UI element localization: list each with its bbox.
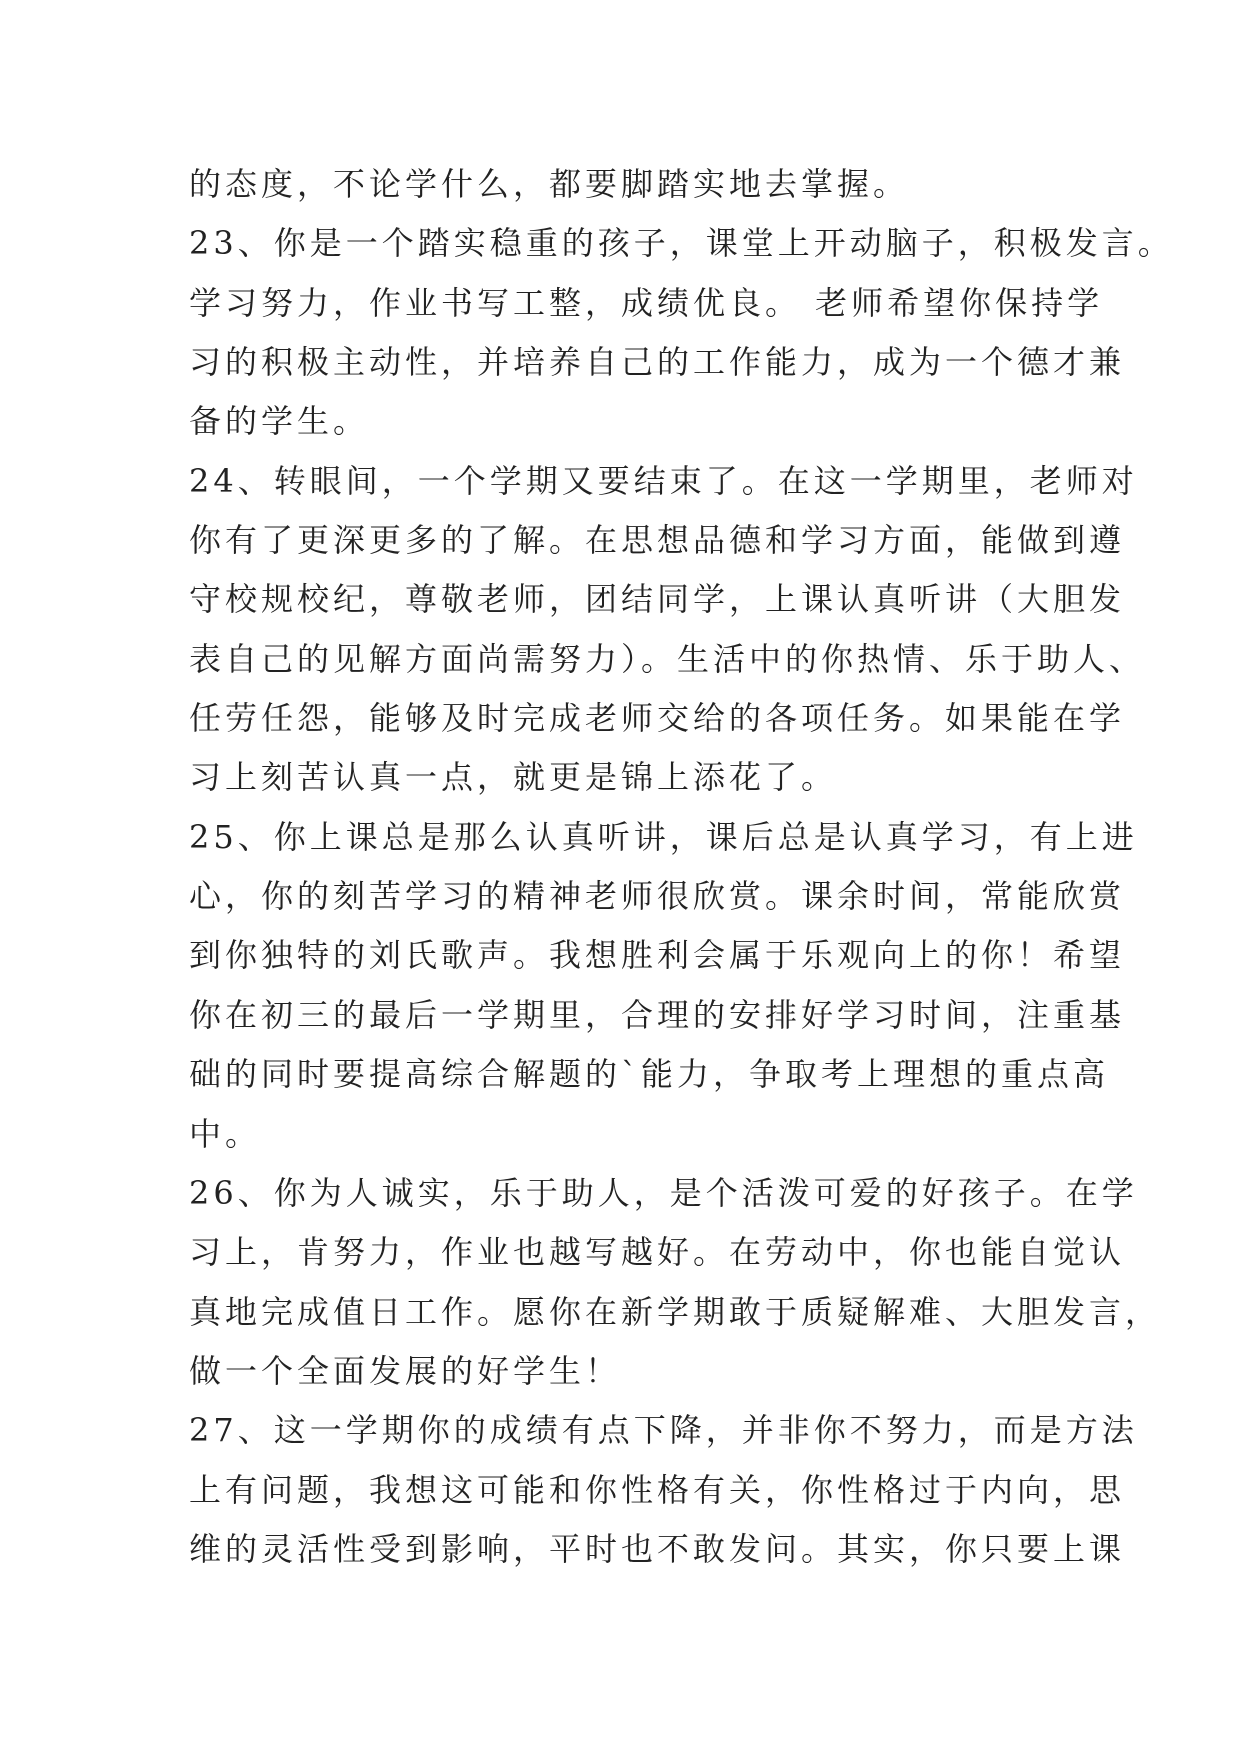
text-line: 你有了更深更多的了解。在思想品德和学习方面，能做到遵: [189, 521, 1126, 560]
text-line: 26、你为人诚实，乐于助人，是个活泼可爱的好孩子。在学: [189, 1173, 1138, 1212]
text-line: 你在初三的最后一学期里，合理的安排好学习时间，注重基: [189, 995, 1126, 1034]
text-line: 24、转眼间，一个学期又要结束了。在这一学期里，老师对: [189, 461, 1138, 500]
text-line: 中。: [189, 1114, 262, 1153]
text-line: 维的灵活性受到影响，平时也不敢发问。其实，你只要上课: [189, 1529, 1126, 1568]
body-text: [189, 155, 1174, 1579]
text-line: 习上，肯努力，作业也越写越好。在劳动中，你也能自觉认: [189, 1233, 1126, 1272]
text-line: 习的积极主动性，并培养自己的工作能力，成为一个德才兼: [189, 343, 1126, 382]
text-line: 心，你的刻苦学习的精神老师很欣赏。课余时间，常能欣赏: [189, 877, 1126, 916]
text-line: 真地完成值日工作。愿你在新学期敢于质疑解难、大胆发言，: [189, 1292, 1162, 1331]
text-line: 上有问题，我想这可能和你性格有关，你性格过于内向，思: [189, 1470, 1126, 1509]
text-line: 做一个全面发展的好学生！: [189, 1351, 622, 1390]
text-line: 23、你是一个踏实稳重的孩子，课堂上开动脑子，积极发言。: [189, 224, 1174, 263]
text-line: 25、你上课总是那么认真听讲，课后总是认真学习，有上进: [189, 817, 1138, 856]
text-line: 守校规校纪，尊敬老师，团结同学，上课认真听讲（大胆发: [189, 580, 1126, 619]
text-line: 习上刻苦认真一点，就更是锦上添花了。: [189, 758, 838, 797]
text-line: 任劳任怨，能够及时完成老师交给的各项任务。如果能在学: [189, 699, 1126, 738]
text-line: 础的同时要提高综合解题的`能力，争取考上理想的重点高: [189, 1055, 1110, 1094]
text-line: 27、这一学期你的成绩有点下降，并非你不努力，而是方法: [189, 1411, 1138, 1450]
text-line: 学习努力，作业书写工整，成绩优良。 老师希望你保持学: [189, 283, 1104, 322]
text-line: 的态度，不论学什么，都要脚踏实地去掌握。: [189, 165, 910, 203]
text-line: 备的学生。: [189, 402, 370, 441]
text-line: 表自己的见解方面尚需努力）。生活中的你热情、乐于助人、: [189, 639, 1146, 678]
text-line: 到你独特的刘氏歌声。我想胜利会属于乐观向上的你！希望: [189, 936, 1126, 975]
